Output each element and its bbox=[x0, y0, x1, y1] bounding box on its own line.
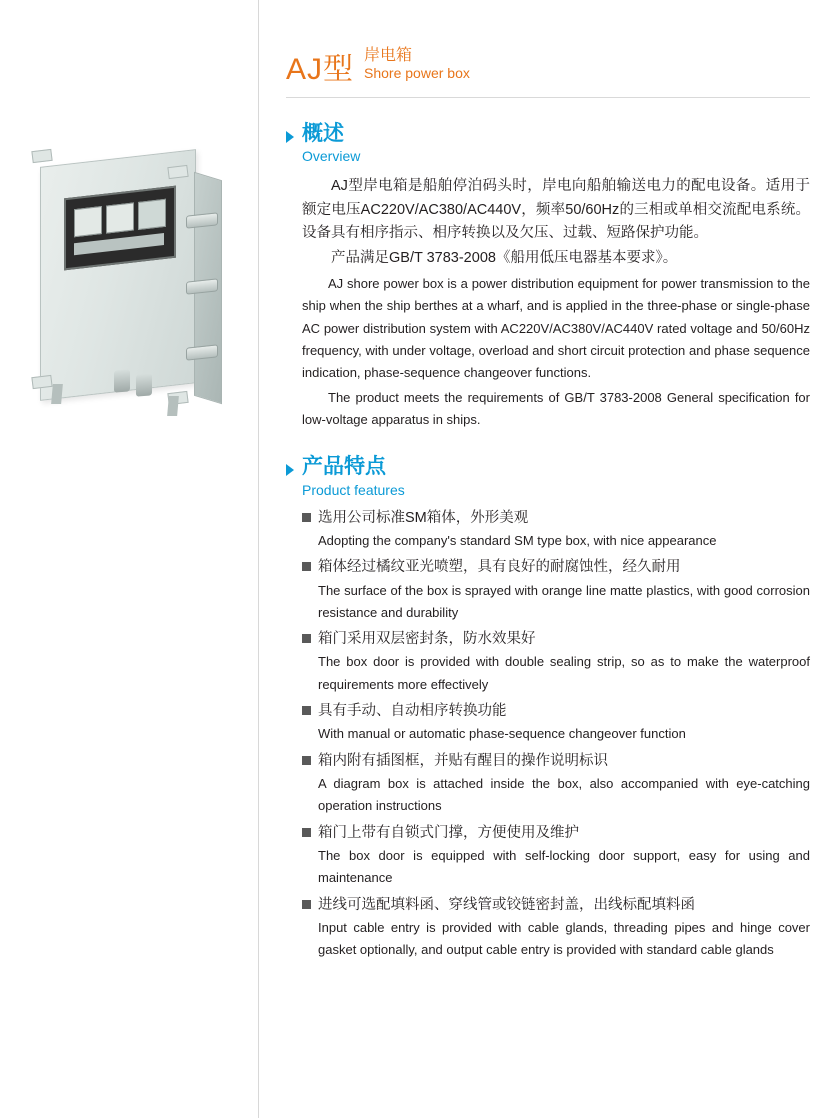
content-column bbox=[258, 0, 830, 1118]
panel-strip bbox=[74, 233, 164, 255]
feature-list bbox=[286, 507, 810, 962]
cabinet-instrument-panel bbox=[64, 186, 176, 271]
list-item bbox=[302, 750, 810, 818]
feature-text-en: The surface of the box is sprayed with orange line matte plastics, with good corrosion resistance and durability bbox=[318, 582, 810, 620]
section-heading-en: Product features bbox=[302, 481, 405, 498]
list-item bbox=[302, 700, 810, 746]
feature-text-cn-row bbox=[302, 700, 810, 723]
overview-paragraph-en: The product meets the requirements of GB/T 3783-2008 General specification for low-voltage apparatus in ships. bbox=[302, 389, 810, 428]
feature-text-cn: 箱门采用双层密封条，防水效果好 bbox=[318, 631, 536, 648]
feature-text-en: A diagram box is attached inside the box, also accompanied with eye-catching operation instructions bbox=[318, 775, 810, 814]
list-item bbox=[302, 822, 810, 890]
product-photo bbox=[18, 140, 238, 430]
cable-gland-icon bbox=[136, 373, 152, 396]
square-bullet-icon bbox=[302, 828, 311, 837]
section-overview bbox=[286, 122, 810, 432]
feature-text-cn: 具有手动、自动相序转换功能 bbox=[318, 703, 507, 720]
feature-text-cn-row bbox=[302, 556, 810, 579]
product-name-group bbox=[364, 46, 470, 85]
feature-text-cn-row bbox=[302, 894, 810, 917]
triangle-bullet-icon bbox=[286, 131, 294, 143]
list-item bbox=[302, 507, 810, 553]
overview-body bbox=[286, 175, 810, 431]
feature-text-cn: 进线可选配填料函、穿线管或铰链密封盖，出线标配填料函 bbox=[318, 896, 695, 913]
square-bullet-icon bbox=[302, 900, 311, 909]
cable-gland-icon bbox=[114, 369, 130, 392]
meter-icon bbox=[74, 206, 102, 237]
product-name-en: Shore power box bbox=[364, 65, 470, 82]
list-item bbox=[302, 628, 810, 696]
square-bullet-icon bbox=[302, 756, 311, 765]
section-heading-en: Overview bbox=[302, 147, 361, 164]
meter-icon bbox=[106, 202, 134, 233]
list-item bbox=[302, 556, 810, 624]
meter-icon bbox=[138, 199, 166, 230]
feature-text-cn-row bbox=[302, 507, 810, 530]
product-image-column bbox=[0, 0, 258, 1118]
mounting-bracket-icon bbox=[31, 149, 52, 163]
cabinet-foot bbox=[51, 384, 63, 404]
overview-paragraph-en: AJ shore power box is a power distribution equipment for power transmission to the ship when the ship berthes at a wharf, and is applied in the three-phase or single-phase AC power distribution system with AC220V/AC380V/AC440V rated voltage and 50/60Hz frequency, with under voltage, overload and short circuit protection and phase sequence indication, phase-sequence changeover functions. bbox=[302, 275, 810, 381]
feature-text-en: The box door is equipped with self-locking door support, easy for using and maintenance bbox=[318, 847, 810, 886]
product-name-cn: 岸电箱 bbox=[364, 47, 413, 64]
page-title bbox=[286, 46, 810, 98]
section-product-features bbox=[286, 455, 810, 961]
list-item bbox=[302, 894, 810, 962]
feature-text-cn: 箱门上带有自锁式门撑，方便使用及维护 bbox=[318, 824, 579, 841]
feature-text-cn: 箱内附有插图框，并贴有醒目的操作说明标识 bbox=[318, 752, 608, 769]
square-bullet-icon bbox=[302, 634, 311, 643]
triangle-bullet-icon bbox=[286, 464, 294, 476]
feature-text-cn-row bbox=[302, 628, 810, 651]
feature-text-cn-row bbox=[302, 822, 810, 845]
cabinet-foot bbox=[167, 396, 179, 416]
section-features-heading bbox=[286, 455, 810, 498]
square-bullet-icon bbox=[302, 706, 311, 715]
feature-text-cn: 选用公司标准SM箱体，外形美观 bbox=[318, 509, 529, 526]
feature-text-en: Input cable entry is provided with cable glands, threading pipes and hinge cover gasket optionally, and output cable entry is provided with standard cable glands bbox=[318, 919, 810, 958]
feature-text-en: The box door is provided with double sealing strip, so as to make the waterproof requirements more effectively bbox=[318, 654, 810, 692]
feature-text-en: With manual or automatic phase-sequence changeover function bbox=[318, 726, 686, 742]
feature-text-cn: 箱体经过橘纹亚光喷塑，具有良好的耐腐蚀性，经久耐用 bbox=[318, 559, 681, 576]
feature-text-en: Adopting the company's standard SM type box, with nice appearance bbox=[318, 532, 717, 548]
overview-paragraph-cn: 产品满足GB/T 3783-2008《船用低压电器基本要求》。 bbox=[331, 250, 678, 267]
section-heading-cn: 产品特点 bbox=[302, 455, 386, 479]
product-model: AJ型 bbox=[286, 52, 355, 86]
section-heading-cn: 概述 bbox=[302, 121, 344, 145]
feature-text-cn-row bbox=[302, 750, 810, 773]
section-overview-heading bbox=[286, 122, 810, 165]
mounting-bracket-icon bbox=[31, 375, 52, 389]
mounting-bracket-icon bbox=[167, 165, 188, 179]
square-bullet-icon bbox=[302, 562, 311, 571]
square-bullet-icon bbox=[302, 513, 311, 522]
overview-paragraph-cn: AJ型岸电箱是船舶停泊码头时，岸电向船舶输送电力的配电设备。适用于额定电压AC220V/AC380/AC440V，频率50/60Hz的三相或单相交流配电系统。设备具有相序指示、相序转换以及欠压、过载、短路保护功能。 bbox=[302, 178, 810, 241]
